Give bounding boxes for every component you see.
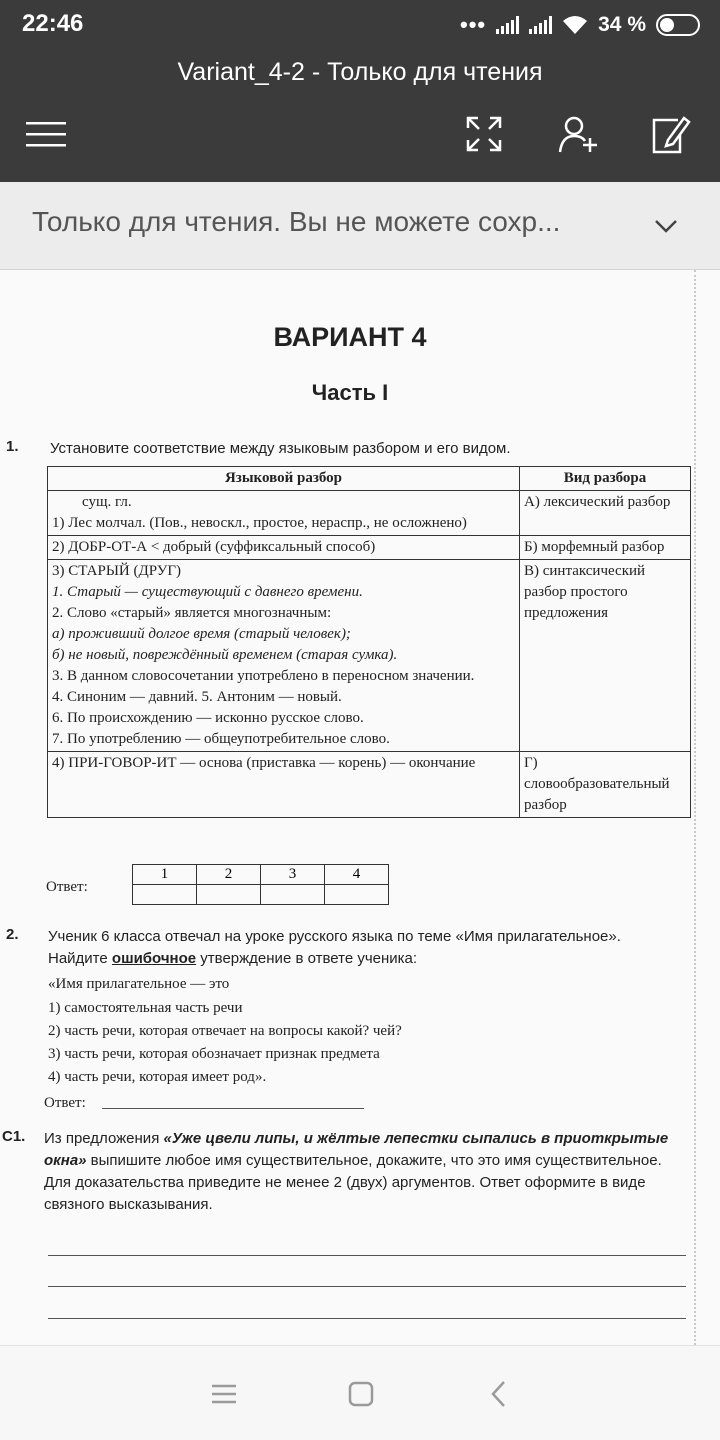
system-nav-bar: [0, 1345, 720, 1440]
signal-1-icon: [496, 16, 519, 34]
cell-line: 1) Лес молчал. (Пов., невоскл., простое, нераспр., не осложнено): [52, 515, 467, 531]
c1-text-b: выпишите любое имя существительное, докажите, что это имя существительное. Для доказательства приведите не менее 2 (двух) аргументов. Ответ оформите в виде связного высказывания.: [44, 1152, 662, 1213]
q2-line2-c: утверждение в ответе ученика:: [196, 950, 418, 967]
status-time: 22:46: [22, 10, 84, 37]
q2-line2: [48, 948, 698, 970]
q2-answer-label: Ответ:: [44, 1095, 86, 1111]
cell-type: Б) морфемный разбор: [520, 536, 691, 560]
q2-option: 3) часть речи, которая обозначает признак предмета: [48, 1046, 380, 1062]
signal-2-icon: [529, 16, 552, 34]
app-bar: [0, 50, 720, 182]
answer-cell[interactable]: [325, 885, 389, 905]
edit-icon[interactable]: [648, 112, 692, 156]
q2-answer-line[interactable]: [102, 1108, 364, 1109]
more-notifications-icon: •••: [460, 12, 487, 37]
cell-line: 1. Старый — существующий с давнего времени.: [52, 584, 363, 600]
c1-answer-line[interactable]: [48, 1286, 686, 1287]
page-spine: [694, 270, 696, 1345]
q2-options: [48, 997, 402, 1089]
q2-line1: Ученик 6 класса отвечал на уроке русского языка по теме «Имя прилагательное».: [48, 928, 621, 945]
q1-answer-label: Ответ:: [46, 879, 88, 895]
q2-quote: «Имя прилагательное — это: [48, 976, 230, 992]
variant-heading: ВАРИАНТ 4: [273, 322, 427, 352]
chevron-down-icon[interactable]: [652, 212, 680, 240]
cell-type: В) синтаксический разбор простого предложения: [520, 560, 691, 752]
col-header-parse: Языковой разбор: [48, 467, 520, 491]
c1-answer-line[interactable]: [48, 1318, 686, 1319]
c1-answer-line[interactable]: [48, 1255, 686, 1256]
q2-number: 2.: [6, 926, 19, 943]
document-page[interactable]: [0, 270, 720, 1345]
status-icons: [460, 10, 700, 40]
home-icon[interactable]: [345, 1378, 377, 1410]
q2-keyword: ошибочное: [111, 950, 197, 967]
q2-option: 4) часть речи, которая имеет род».: [48, 1069, 267, 1085]
add-person-icon[interactable]: [556, 112, 600, 156]
part-heading: Часть I: [311, 380, 389, 405]
cell-line: 2) ДОБР-ОТ-А < добрый (суффиксальный способ): [52, 539, 376, 555]
answer-col-header: 3: [261, 865, 325, 885]
cell-line: сущ. гл.: [82, 494, 132, 510]
cell-line: 6. По происхождению — исконно русское слово.: [52, 710, 364, 726]
status-bar: [0, 0, 720, 50]
col-header-type: Вид разбора: [520, 467, 691, 491]
cell-line: б) не новый, повреждённый временем (старая сумка).: [52, 647, 398, 663]
parse-table: [47, 466, 691, 818]
wifi-icon: [562, 15, 588, 35]
cell-parse: [48, 491, 520, 536]
q2-text: [48, 926, 698, 970]
cell-type: А) лексический разбор: [520, 491, 691, 536]
cell-parse: [48, 560, 520, 752]
cell-type: Г) словообразовательный разбор: [520, 752, 691, 818]
back-icon[interactable]: [484, 1378, 516, 1410]
recent-apps-icon[interactable]: [208, 1378, 240, 1410]
q1-text: Установите соответствие между языковым разбором и его видом.: [50, 440, 511, 457]
q1-number: 1.: [6, 438, 19, 455]
cell-line: 3) СТАРЫЙ (ДРУГ): [52, 563, 181, 579]
table-header-row: [48, 467, 691, 491]
table-row: [48, 491, 691, 536]
q2-option: 2) часть речи, которая отвечает на вопросы какой? чей?: [48, 1023, 402, 1039]
cell-line: 2. Слово «старый» является многозначным:: [52, 605, 332, 621]
cell-parse: [48, 536, 520, 560]
q2-option: 1) самостоятельная часть речи: [48, 1000, 243, 1016]
cell-line: 3. В данном словосочетании употреблено в переносном значении.: [52, 668, 475, 684]
table-row: [48, 536, 691, 560]
banner-text: Только для чтения. Вы не можете сохр...: [32, 206, 561, 237]
c1-sentence: «Уже цвели липы, и жёлтые лепестки сыпались в приоткрытые окна»: [44, 1130, 669, 1169]
q2-line2-a: Найдите: [48, 950, 112, 967]
cell-line: 7. По употреблению — общеупотребительное слово.: [52, 731, 390, 747]
answer-cell[interactable]: [197, 885, 261, 905]
q1-answer-grid[interactable]: [132, 864, 389, 905]
table-row: [48, 752, 691, 818]
table-row: [48, 560, 691, 752]
battery-icon: [656, 14, 700, 36]
document-title: Variant_4-2 - Только для чтения: [177, 58, 543, 86]
battery-percent: 34 %: [598, 13, 646, 36]
cell-parse: [48, 752, 520, 818]
cell-line: 4. Синоним — давний. 5. Антоним — новый.: [52, 689, 342, 705]
answer-cell[interactable]: [133, 885, 197, 905]
cell-line: 4) ПРИ-ГОВОР-ИТ — основа (приставка — корень) — окончание: [52, 755, 476, 771]
hamburger-menu-icon[interactable]: [24, 112, 68, 156]
fullscreen-icon[interactable]: [462, 112, 506, 156]
c1-text: [44, 1128, 690, 1216]
cell-line: а) проживший долгое время (старый человек);: [52, 626, 351, 642]
answer-col-header: 1: [133, 865, 197, 885]
answer-col-header: 2: [197, 865, 261, 885]
c1-number: С1.: [2, 1128, 26, 1145]
c1-text-a: Из предложения: [44, 1130, 164, 1147]
read-only-banner[interactable]: [0, 182, 720, 270]
answer-col-header: 4: [325, 865, 389, 885]
answer-cell[interactable]: [261, 885, 325, 905]
